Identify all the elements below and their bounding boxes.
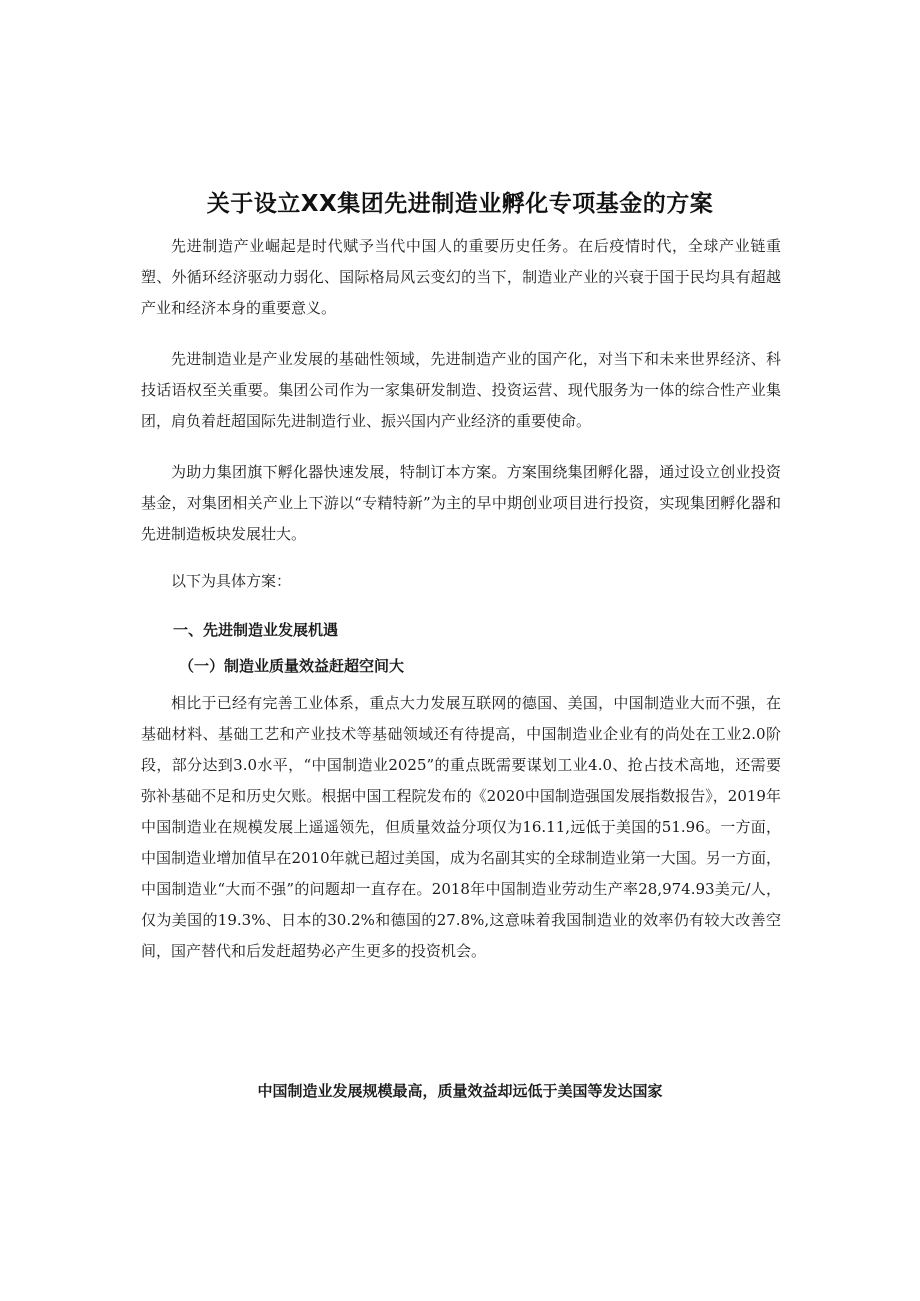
figure-caption: 中国制造业发展规模最高，质量效益却远低于美国等发达国家 <box>257 1082 663 1100</box>
section-heading: 一、先进制造业发展机遇 <box>173 621 339 639</box>
intro-paragraph-4: 以下为具体方案： <box>171 572 292 590</box>
document-title: 关于设立XX集团先进制造业孵化专项基金的方案 <box>206 191 714 218</box>
section-paragraph: 相比于已经有完善工业体系，重点大力发展互联网的德国、美国，中国制造业大而不强，在基础材料、基础工艺和产业技术等基础领域还有待提高，中国制造业企业有的尚处在工业2.0阶段，部分达到3.0水平，“中国制造业2025”的重点既需要谋划工业4.0、抢占技术高地，还需要弥补基础不足和历史欠账。根据中国工程院发布的《2020中国制造强国发展指数报告》，2019年中国制造业在规模发展上遥遥领先，但质量效益分项仅为16.11,远低于美国的51.96。一方面，中国制造业增加值早在2010年就已超过美国，成为名副其实的全球制造业第一大国。另一方面，中国制造业“大而不强”的问题却一直存在。2018年中国制造业劳动生产率28,974.93美元/人，仅为美国的19.3%、日本的30.2%和德国的27.8%,这意味着我国制造业的效率仍有较大改善空间，国产替代和后发赶超势必产生更多的投资机会。 <box>141 694 781 960</box>
intro-paragraph-3: 为助力集团旗下孵化器快速发展，特制订本方案。方案围绕集团孵化器，通过设立创业投资基金，对集团相关产业上下游以“专精特新”为主的早中期创业项目进行投资，实现集团孵化器和先进制造板块发展壮大。 <box>141 463 781 543</box>
intro-paragraph-2: 先进制造业是产业发展的基础性领域，先进制造产业的国产化，对当下和未来世界经济、科技话语权至关重要。集团公司作为一家集研发制造、投资运营、现代服务为一体的综合性产业集团，肩负着赶超国际先进制造行业、振兴国内产业经济的重要使命。 <box>141 350 781 430</box>
intro-paragraph-1: 先进制造产业崛起是时代赋予当代中国人的重要历史任务。在后疫情时代，全球产业链重塑、外循环经济驱动力弱化、国际格局风云变幻的当下，制造业产业的兴衰于国于民均具有超越产业和经济本身的重要意义。 <box>141 237 781 317</box>
subsection-heading: （一）制造业质量效益赶超空间大 <box>179 657 405 675</box>
